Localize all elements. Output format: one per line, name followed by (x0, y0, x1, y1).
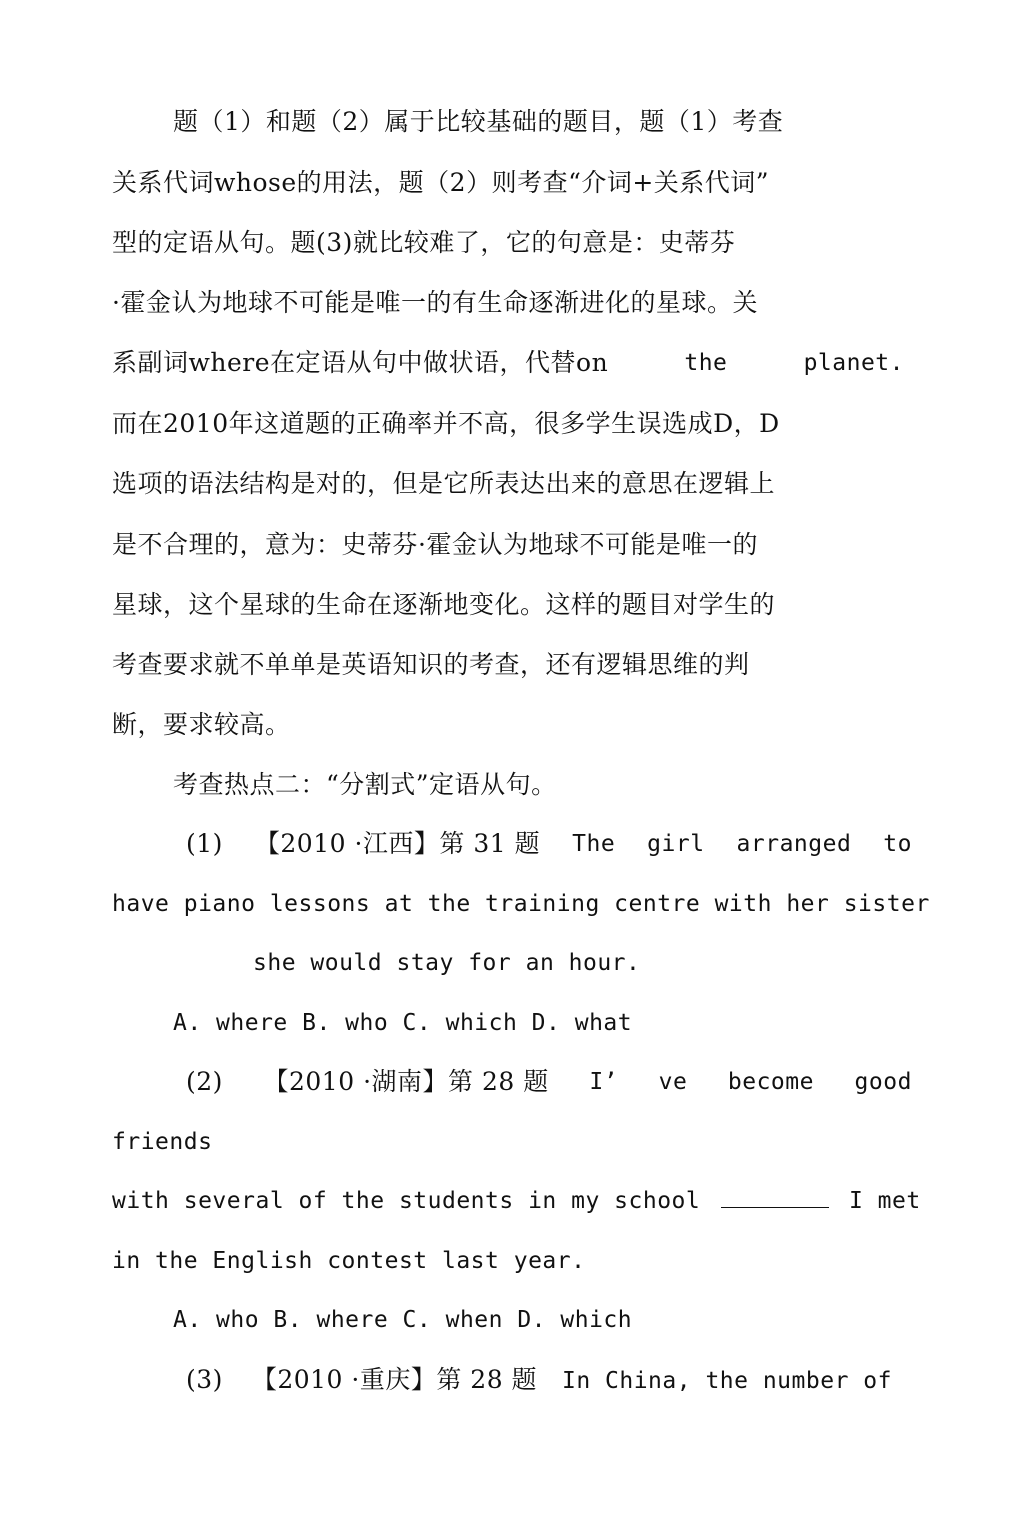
question-number: (3) (186, 1365, 223, 1394)
question-2-text: in the English contest last year. (112, 1248, 586, 1274)
question-text: In China, the number of (561, 1368, 892, 1394)
question-1-options: A. where B. who C. which D. what (173, 1010, 633, 1036)
question-2-text: friends (112, 1129, 213, 1155)
question-text: with several of the students in my school (112, 1188, 701, 1214)
paragraph-line: 考查要求就不单单是英语知识的考查，还有逻辑思维的判 (112, 650, 750, 679)
question-word: girl (647, 831, 705, 857)
question-2-options: A. who B. where C. when D. which (173, 1307, 633, 1333)
question-2-line (186, 1066, 912, 1098)
question-number: (1) (186, 829, 223, 858)
paragraph-text: planet. (803, 350, 904, 376)
paragraph-line: 星球，这个星球的生命在逐渐地变化。这样的题目对学生的 (112, 590, 776, 619)
question-source: 【2010 ·江西】第 31 题 (254, 829, 541, 858)
question-word: The (572, 831, 616, 857)
paragraph-text: the (684, 350, 728, 376)
paragraph-line: 关系代词whose的用法，题（2）则考查“介词+关系代词” (112, 168, 770, 197)
question-1-text: have piano lessons at the training centre with her sister (112, 891, 930, 917)
paragraph-line: 而在2010年这道题的正确率并不高，很多学生误选成D，D (112, 409, 780, 438)
paragraph-line: 题（1）和题（2）属于比较基础的题目，题（1）考查 (173, 107, 784, 136)
section-heading: 考查热点二：“分割式”定语从句。 (173, 770, 557, 799)
question-word: to (883, 831, 912, 857)
question-1-text: she would stay for an hour. (253, 950, 641, 976)
answer-blank[interactable] (721, 1187, 829, 1208)
paragraph-line: 断，要求较高。 (112, 710, 291, 739)
question-number: (2) (186, 1067, 223, 1096)
question-text: I met (848, 1188, 921, 1214)
paragraph-line: 是不合理的，意为：史蒂芬·霍金认为地球不可能是唯一的 (112, 530, 758, 559)
paragraph-text: 系副词where在定语从句中做状语，代替on (112, 348, 609, 377)
paragraph-line: 型的定语从句。题(3)就比较难了，它的句意是：史蒂芬 (112, 228, 736, 257)
paragraph-line-justified (112, 347, 904, 379)
question-word: good (854, 1069, 912, 1095)
question-1-line (186, 828, 912, 860)
question-source: 【2010 ·湖南】第 28 题 (263, 1067, 549, 1096)
paragraph-line: 选项的语法结构是对的，但是它所表达出来的意思在逻辑上 (112, 469, 776, 498)
question-word: ve (658, 1069, 688, 1095)
question-3-line (186, 1364, 892, 1397)
paragraph-line: ·霍金认为地球不可能是唯一的有生命逐渐进化的星球。关 (112, 288, 758, 317)
question-2-text-with-blank (112, 1185, 921, 1217)
question-source: 【2010 ·重庆】第 28 题 (251, 1365, 538, 1394)
question-word: become (727, 1069, 814, 1095)
question-word: I’ (589, 1069, 619, 1095)
question-word: arranged (736, 831, 852, 857)
